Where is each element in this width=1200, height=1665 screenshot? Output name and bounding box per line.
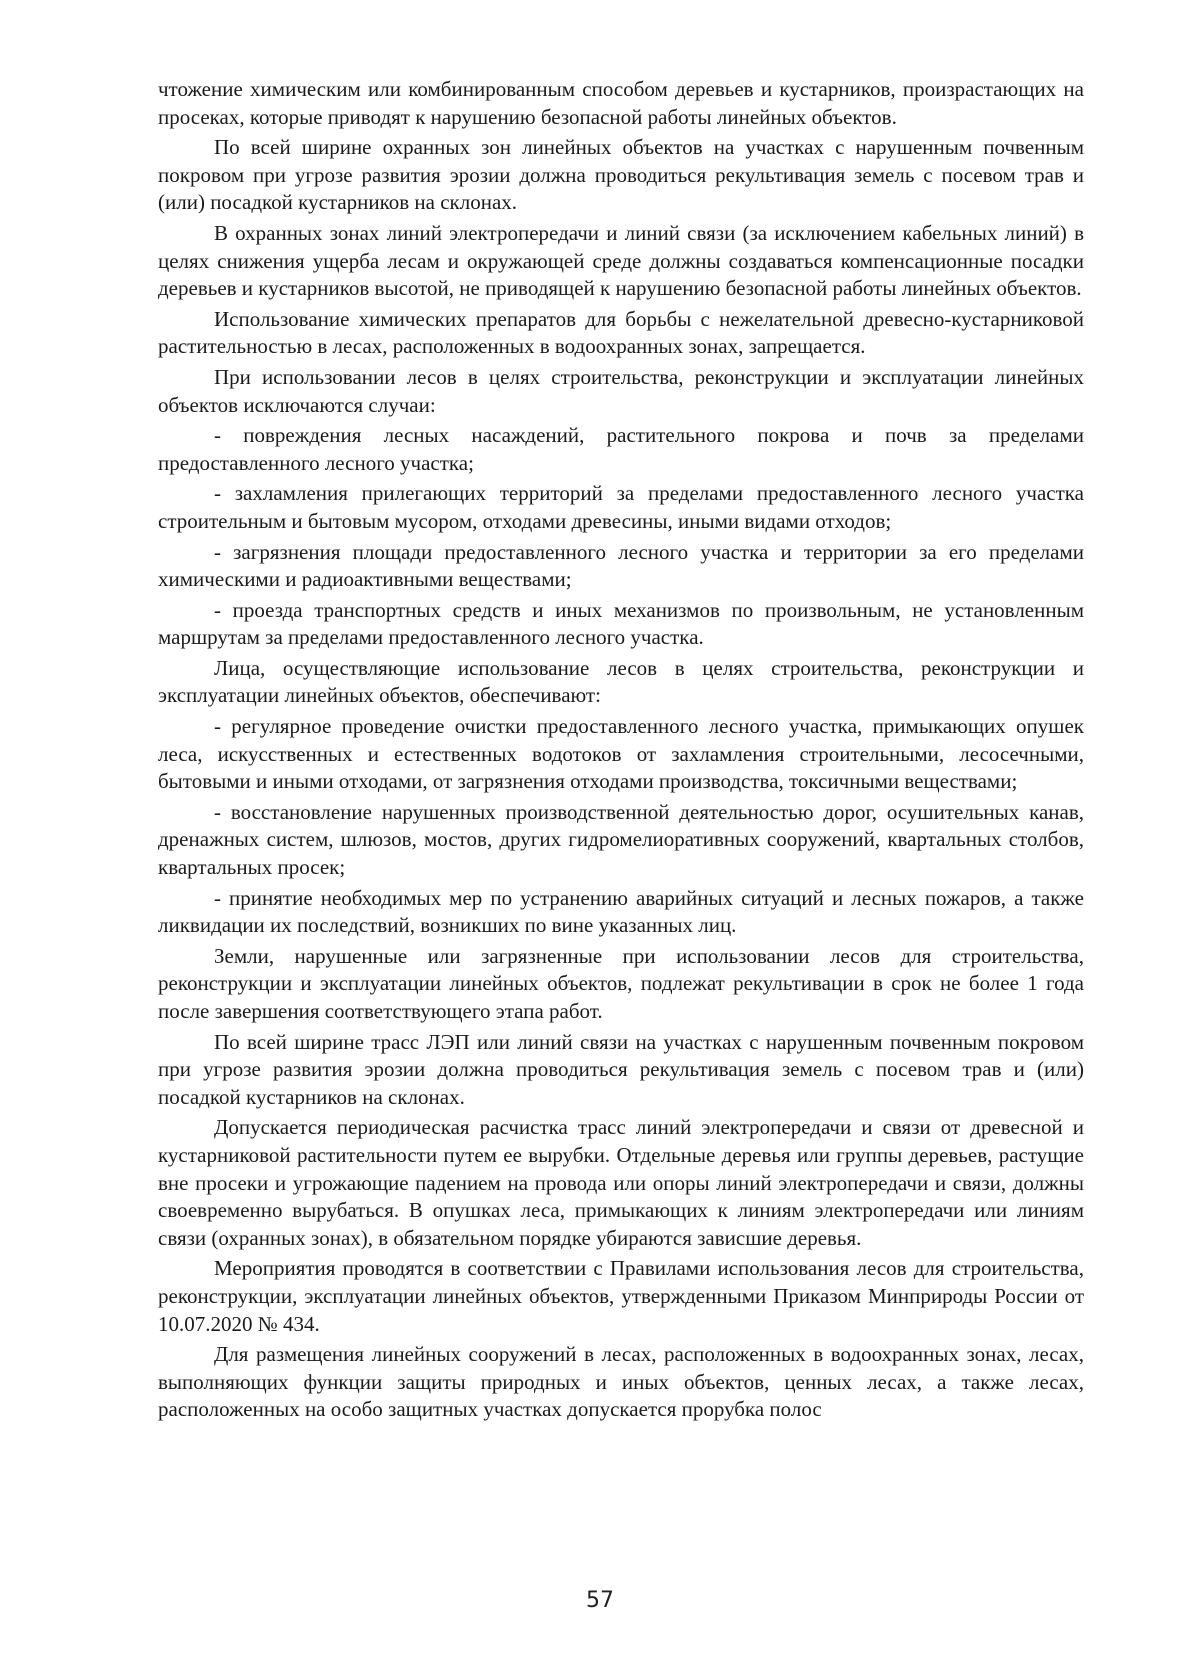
paragraph-3: В охранных зонах линий электропередачи и линий связи (за исключением кабельных линий) в целях снижения ущерба лесам и окружающей среде должны создаваться компенсационные посадки деревьев и кустарников высотой, не приводящей к нарушению безопасной работы линейных объектов. bbox=[158, 220, 1084, 301]
paragraph-1: чтожение химическим или комбинированным способом деревьев и кустарников, произрастающих на просеках, которые приводят к нарушению безопасной работы линейных объектов. bbox=[158, 77, 1084, 129]
list-item-3: - загрязнения площади предоставленного лесного участка и территории за его пределами химическими и радиоактивными веществами; bbox=[158, 539, 1084, 592]
list-item-7: - принятие необходимых мер по устранению аварийных ситуаций и лесных пожаров, а также ликвидации их последствий, возникших по вине указанных лиц. bbox=[158, 885, 1084, 938]
paragraph-8: По всей ширине трасс ЛЭП или линий связи на участках с нарушенным почвенным покровом при угрозе развития эрозии должна проводиться рекультивация земель с посевом трав и (или) посадкой кустарников на склонах. bbox=[158, 1029, 1084, 1109]
list-item-1: - повреждения лесных насаждений, растительного покрова и почв за пределами предоставленного лесного участка; bbox=[158, 423, 1084, 475]
paragraph-11: Для размещения линейных сооружений в лесах, расположенных в водоохранных зонах, лесах, выполняющих функции защиты природных и иных объектов, ценных лесах, а также лесах, расположенных на особо защитных участках допускается прорубка полос bbox=[158, 1342, 1084, 1422]
paragraph-4: Использование химических препаратов для борьбы с нежелательной древесно-кустарниковой растительностью в лесах, расположенных в водоохранных зонах, запрещается. bbox=[158, 306, 1084, 359]
paragraph-10: Мероприятия проводятся в соответствии с Правилами использования лесов для строительства, реконструкции, эксплуатации линейных объектов, утвержденными Приказом Минприроды России от 10.07.2020 № 434. bbox=[158, 1256, 1084, 1336]
paragraph-9: Допускается периодическая расчистка трасс линий электропередачи и связи от древесной и кустарниковой растительности путем ее вырубки. Отдельные деревья или группы деревьев, растущие вне просеки и угрожающие падением на провода или опоры линий электропередачи и связи, должны своевременно вырубаться. В опушках леса, примыкающих к линиям электропередачи или линиям связи (охранных зонах), в обязательном порядке убираются зависшие деревья. bbox=[158, 1115, 1084, 1250]
paragraph-2: По всей ширине охранных зон линейных объектов на участках с нарушенным почвенным покровом при угрозе развития эрозии должна проводиться рекультивация земель с посевом трав и (или) посадкой кустарников на склонах. bbox=[158, 135, 1084, 215]
list-item-2: - захламления прилегающих территорий за пределами предоставленного лесного участка строительным и бытовым мусором, отходами древесины, иными видами отходов; bbox=[158, 481, 1084, 533]
list-item-5: - регулярное проведение очистки предоставленного лесного участка, примыкающих опушек леса, искусственных и естественных водотоков от захламления строительными, лесосечными, бытовыми и иными отходами, от загрязнения отходами производства, токсичными веществами; bbox=[158, 714, 1084, 794]
page-number: 57 bbox=[586, 1588, 614, 1613]
document-body bbox=[158, 76, 1084, 1424]
paragraph-7: Земли, нарушенные или загрязненные при использовании лесов для строительства, реконструкции и эксплуатации линейных объектов, подлежат рекультивации в срок не более 1 года после завершения соответствующего этапа работ. bbox=[158, 943, 1084, 1023]
list-item-6: - восстановление нарушенных производственной деятельностью дорог, осушительных канав, дренажных систем, шлюзов, мостов, других гидромелиоративных сооружений, квартальных столбов, квартальных просек; bbox=[158, 799, 1084, 880]
paragraph-5: При использовании лесов в целях строительства, реконструкции и эксплуатации линейных объектов исключаются случаи: bbox=[158, 364, 1084, 417]
paragraph-6: Лица, осуществляющие использование лесов в целях строительства, реконструкции и эксплуатации линейных объектов, обеспечивают: bbox=[158, 655, 1084, 708]
list-item-4: - проезда транспортных средств и иных механизмов по произвольным, не установленным маршрутам за пределами предоставленного лесного участка. bbox=[158, 597, 1084, 650]
